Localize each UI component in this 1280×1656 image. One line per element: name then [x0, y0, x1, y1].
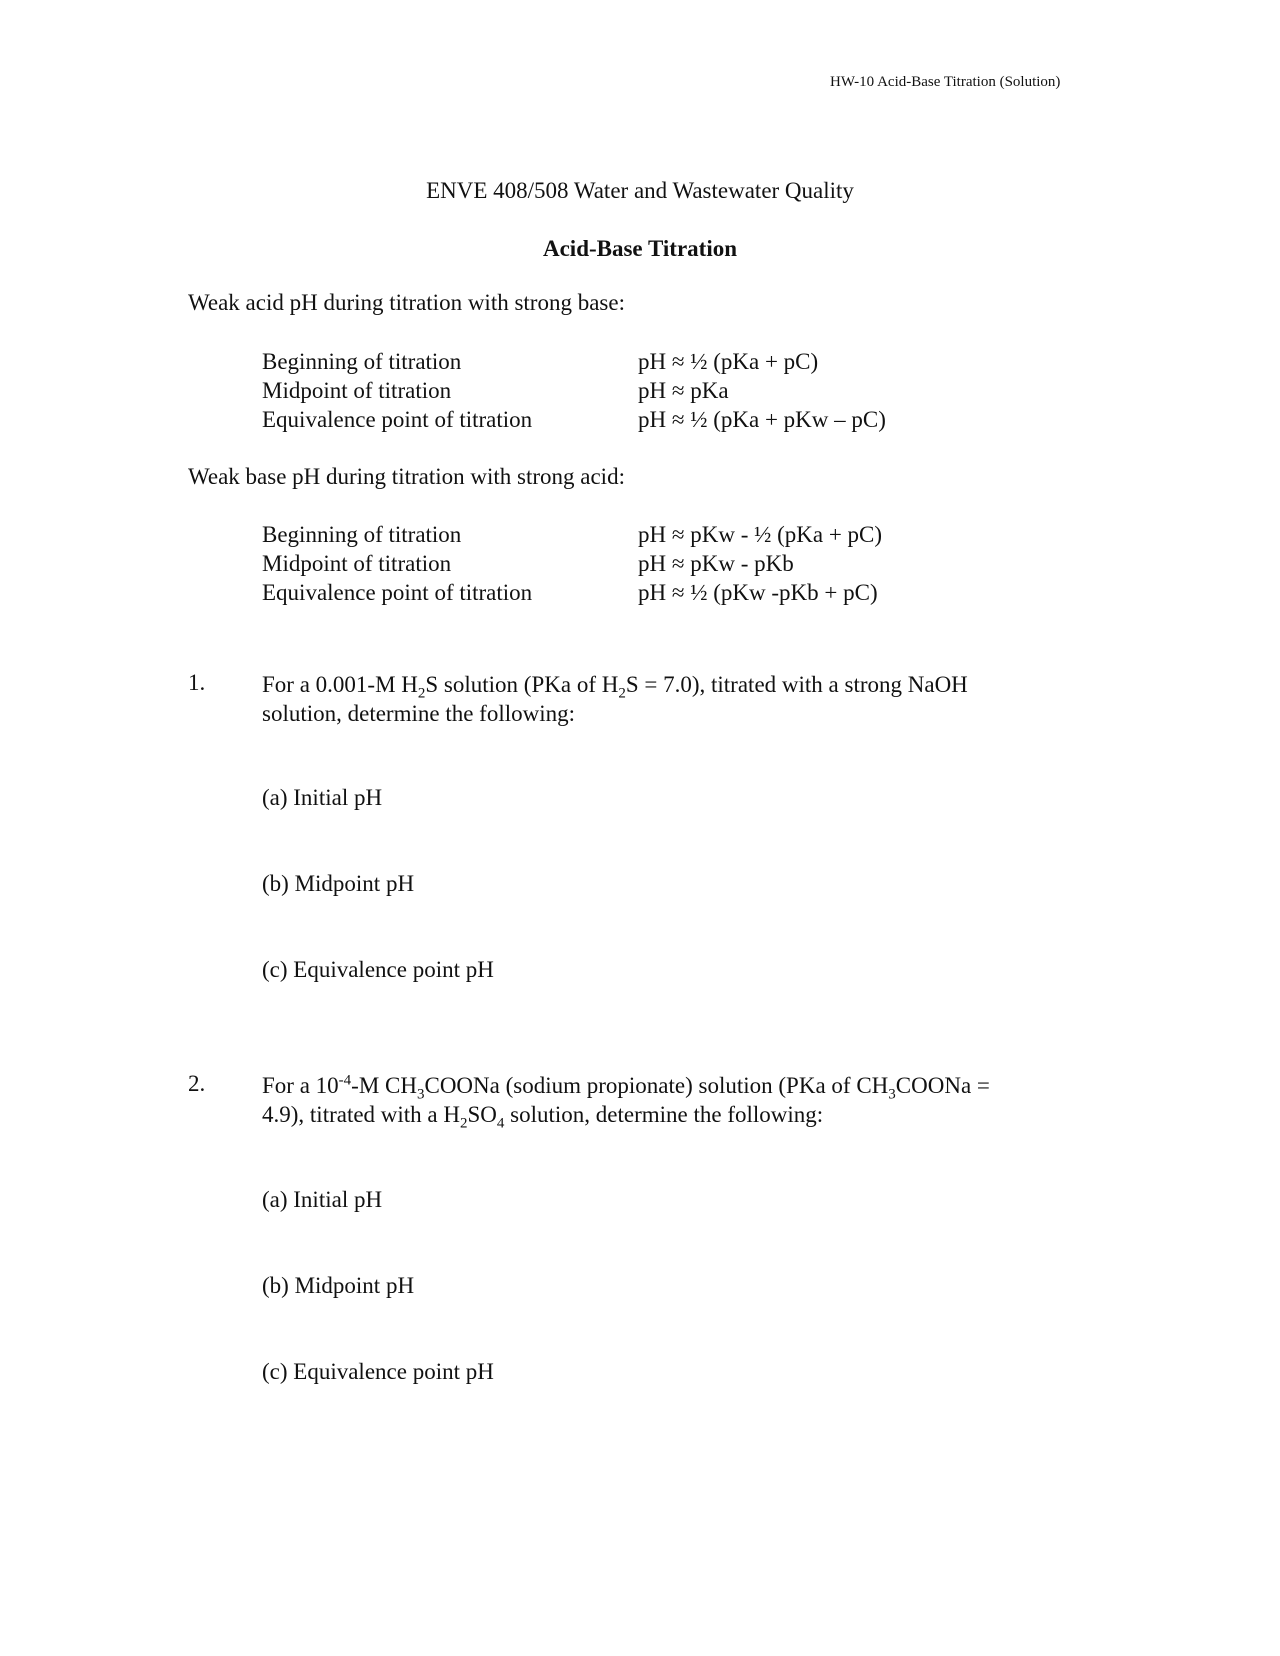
- weak-acid-row-formula: pH ≈ ½ (pKa + pKw – pC): [638, 407, 886, 432]
- q1-text-fragment: S solution (PKa of H: [425, 672, 619, 697]
- weak-acid-row-formula: pH ≈ ½ (pKa + pC): [638, 349, 819, 374]
- weak-base-row-label: Beginning of titration: [262, 522, 462, 547]
- weak-acid-row-label: Equivalence point of titration: [262, 407, 533, 432]
- header-note: HW-10 Acid-Base Titration (Solution): [830, 74, 1061, 90]
- document-title: Acid-Base Titration: [542, 236, 738, 261]
- q1-text-line2: solution, determine the following:: [262, 701, 576, 726]
- question-2-text: [262, 1071, 990, 1132]
- weak-base-row-formula: pH ≈ pKw - pKb: [638, 551, 794, 576]
- q2-text-fragment: solution, determine the following:: [504, 1102, 824, 1127]
- weak-base-heading: Weak base pH during titration with strong acid:: [188, 464, 625, 489]
- q2-superscript: -4: [338, 1072, 352, 1089]
- weak-acid-row-formula: pH ≈ pKa: [638, 378, 729, 403]
- q1-text-fragment: For a 0.001-M H: [262, 672, 418, 697]
- weak-base-row-formula: pH ≈ pKw - ½ (pKa + pC): [638, 522, 883, 547]
- q2-text-fragment: For a 10: [262, 1073, 339, 1098]
- question-2-part-c: (c) Equivalence point pH: [262, 1359, 494, 1384]
- question-1-number: 1.: [188, 670, 206, 695]
- weak-base-row-formula: pH ≈ ½ (pKw -pKb + pC): [638, 580, 878, 605]
- q2-text-fragment: COONa =: [895, 1073, 990, 1098]
- question-2-part-b: (b) Midpoint pH: [262, 1273, 415, 1298]
- q1-subscript: 2: [417, 685, 426, 702]
- weak-acid-formula-table: [0, 347, 1280, 437]
- weak-acid-row-label: Midpoint of titration: [262, 378, 452, 403]
- q2-text-fragment: COONa (sodium propionate) solution (PKa of CH: [424, 1073, 889, 1098]
- q1-text-fragment: S = 7.0), titrated with a strong NaOH: [625, 672, 968, 697]
- question-1-part-c: (c) Equivalence point pH: [262, 957, 494, 982]
- question-2-number: 2.: [188, 1071, 206, 1096]
- q1-subscript: 2: [618, 685, 626, 702]
- question-1-part-a: (a) Initial pH: [262, 785, 383, 810]
- weak-acid-row-label: Beginning of titration: [262, 349, 462, 374]
- question-2-part-a: (a) Initial pH: [262, 1187, 383, 1212]
- question-1-part-b: (b) Midpoint pH: [262, 871, 415, 896]
- q2-subscript: 3: [416, 1086, 425, 1103]
- weak-base-row-label: Midpoint of titration: [262, 551, 452, 576]
- question-1-text: [262, 670, 968, 728]
- weak-base-row-label: Equivalence point of titration: [262, 580, 533, 605]
- q2-subscript: 3: [888, 1086, 896, 1103]
- q2-subscript: 2: [460, 1115, 468, 1132]
- q2-text-fragment: -M CH: [351, 1073, 417, 1098]
- weak-base-formula-table: [0, 520, 1280, 610]
- q2-subscript: 4: [496, 1115, 505, 1132]
- q2-text-fragment: SO: [467, 1102, 497, 1127]
- weak-acid-heading: Weak acid pH during titration with strong base:: [188, 290, 625, 315]
- course-title: ENVE 408/508 Water and Wastewater Quality: [426, 178, 854, 203]
- q2-text-fragment: 4.9), titrated with a H: [262, 1102, 461, 1127]
